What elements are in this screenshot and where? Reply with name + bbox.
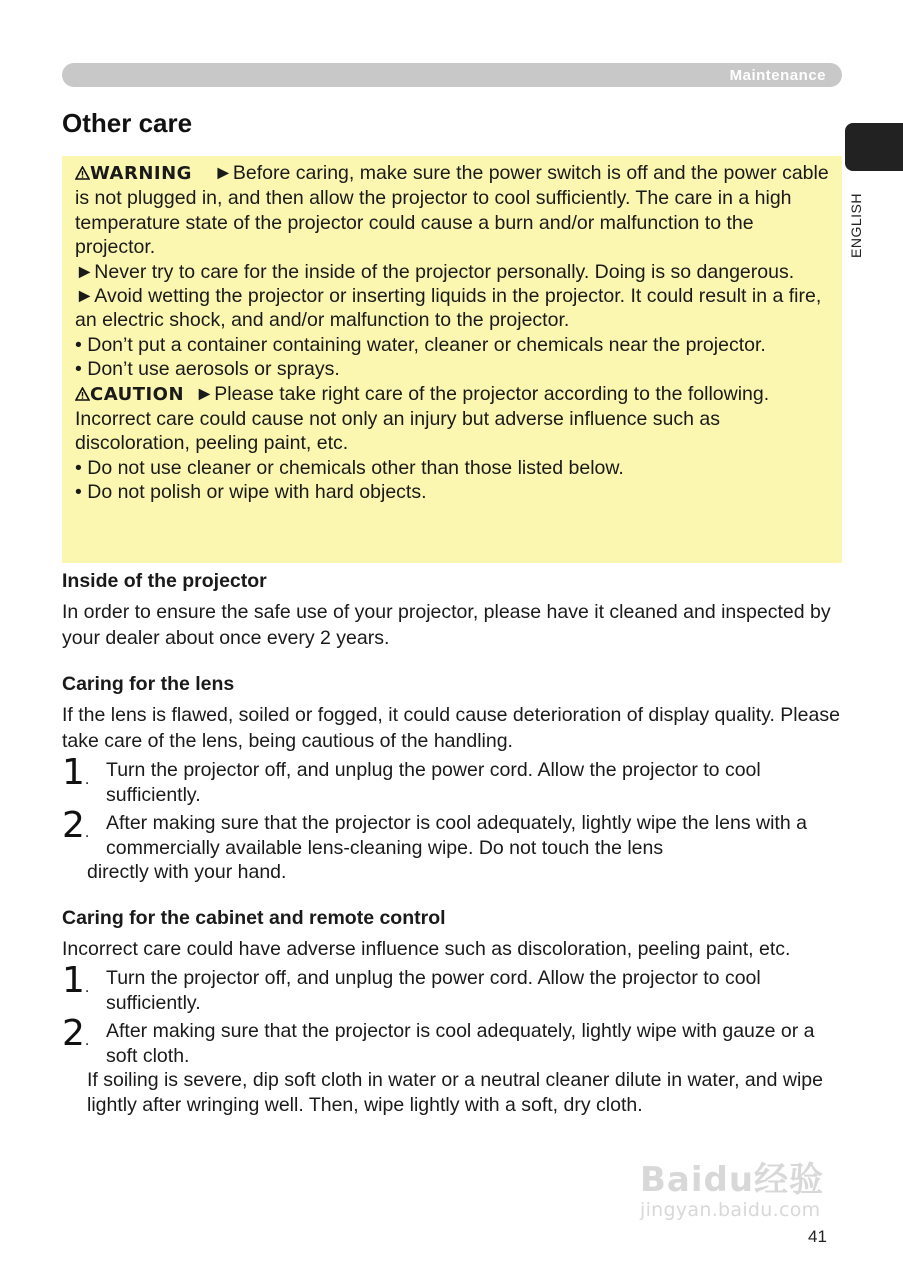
warning-bullet-1: • Don’t put a container containing water, cleaner or chemicals near the projector.: [75, 333, 766, 356]
step-number-value: 2: [62, 1013, 85, 1054]
step-number: 2.: [62, 1013, 90, 1054]
watermark-url: jingyan.baidu.com: [640, 1199, 821, 1221]
cabinet-step-1: [62, 960, 847, 1015]
step-number-value: 1: [62, 752, 85, 793]
page-number: 41: [808, 1227, 827, 1246]
caution-paragraph-1: [75, 382, 832, 456]
caution-triangle-icon: [75, 387, 90, 401]
cabinet-text: Incorrect care could have adverse influence such as discoloration, peeling paint, etc.: [62, 937, 791, 960]
section-header-bar: [62, 63, 842, 87]
page-title: Other care: [62, 108, 193, 138]
warning-box: [62, 156, 842, 563]
watermark-logo: Baidu经验: [640, 1160, 825, 1200]
step-text: After making sure that the projector is cool adequately, lightly wipe the lens with a commercially available lens-cleaning wipe. Do not touch the lens: [106, 812, 807, 859]
cabinet-step-2: [62, 1013, 847, 1068]
warning-paragraph-1: [75, 161, 832, 260]
step-number-value: 1: [62, 960, 85, 1001]
main-content: [62, 568, 847, 1117]
caution-text-1: ►Please take right care of the projector according to the following. Incorrect care could cause not only an injury but adverse influence such as discoloration, peeling paint, etc.: [75, 382, 770, 455]
step-text: After making sure that the projector is cool adequately, lightly wipe with gauze or a soft cloth.: [106, 1020, 815, 1067]
warning-paragraph-2: ►Never try to care for the inside of the projector personally. Doing is so dangerous.: [75, 260, 795, 283]
inside-text: In order to ensure the safe use of your projector, please have it cleaned and inspected by your dealer about once every 2 years.: [62, 601, 831, 649]
warning-text-1: ►Before caring, make sure the power switch is off and the power cable is not plugged in, and then allow the projector to cool sufficiently. The care in a high temperature state of the projector could cause a burn and/or malfunction to the projector.: [75, 162, 829, 259]
language-tab-marker: [845, 123, 903, 171]
caution-bullet-2: • Do not polish or wipe with hard objects.: [75, 481, 427, 504]
step-number: 1.: [62, 960, 90, 1001]
lens-text: If the lens is flawed, soiled or fogged, it could cause deterioration of display quality. Please take care of the lens, being cautious of the handling.: [62, 704, 840, 752]
language-label: ENGLISH: [848, 193, 864, 258]
lens-step-1: [62, 752, 847, 807]
cabinet-heading: Caring for the cabinet and remote control: [62, 906, 446, 929]
warning-paragraph-3: ►Avoid wetting the projector or inserting liquids in the projector. It could result in a fire, an electric shock, and and/or malfunction to the projector.: [75, 285, 822, 332]
warning-triangle-icon: [75, 166, 90, 180]
caution-label: CAUTION: [90, 383, 185, 405]
warning-label: WARNING: [90, 163, 192, 184]
step-text: Turn the projector off, and unplug the power cord. Allow the projector to cool sufficiently.: [106, 759, 761, 806]
step-number: 2.: [62, 805, 90, 846]
caution-bullet-1: • Do not use cleaner or chemicals other than those listed below.: [75, 456, 624, 479]
step-number-value: 2: [62, 805, 85, 846]
cabinet-step-2-continuation: If soiling is severe, dip soft cloth in water or a neutral cleaner dilute in water, and wipe lightly after wringing well. Then, wipe lightly with a soft, dry cloth.: [87, 1069, 823, 1116]
lens-step-2: [62, 805, 847, 860]
step-text: Turn the projector off, and unplug the power cord. Allow the projector to cool sufficiently.: [106, 967, 761, 1014]
warning-bullet-2: • Don’t use aerosols or sprays.: [75, 358, 340, 381]
section-label: Maintenance: [729, 67, 826, 84]
step-number: 1.: [62, 752, 90, 793]
lens-heading: Caring for the lens: [62, 673, 235, 695]
lens-step-2-continuation: directly with your hand.: [87, 861, 287, 883]
inside-heading: Inside of the projector: [62, 570, 267, 592]
